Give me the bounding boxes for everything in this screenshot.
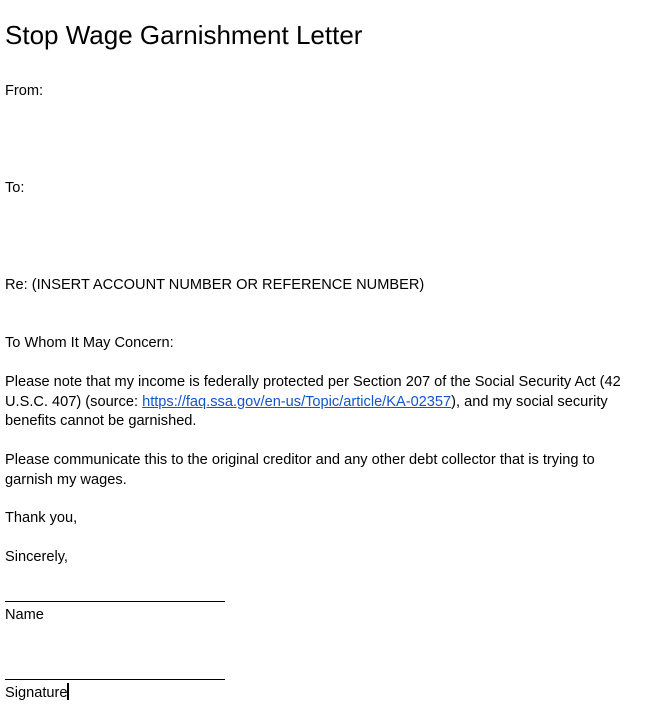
salutation: To Whom It May Concern: <box>5 335 174 351</box>
text-cursor <box>67 683 69 700</box>
signature-rule <box>5 679 225 680</box>
thank-you-text: Thank you, <box>5 510 78 526</box>
paragraph-text-before-link: Please note that my income is federally protected per Section 207 of the Social Security Act (42 U.S.C. 407) (source: <box>5 374 621 410</box>
document-title: Stop Wage Garnishment Letter <box>5 20 363 50</box>
paragraph-communicate: Please communicate this to the original creditor and any other debt collector that is trying to garnish my wages. <box>5 452 595 488</box>
name-signature-rule <box>5 601 225 602</box>
reference-line: Re: (INSERT ACCOUNT NUMBER OR REFERENCE NUMBER) <box>5 277 425 293</box>
paragraph-legal-protection <box>5 373 645 432</box>
signature-line <box>5 683 69 704</box>
name-label: Name <box>5 607 44 623</box>
to-label: To: <box>5 180 25 196</box>
closing-text: Sincerely, <box>5 549 68 565</box>
signature-label: Signature <box>5 685 68 701</box>
ssa-source-link[interactable]: https://faq.ssa.gov/en-us/Topic/article/KA-02357 <box>142 393 452 410</box>
paragraph-text-after-link: ), and my social security benefits cannot be garnished. <box>5 393 608 429</box>
from-label: From: <box>5 83 44 99</box>
